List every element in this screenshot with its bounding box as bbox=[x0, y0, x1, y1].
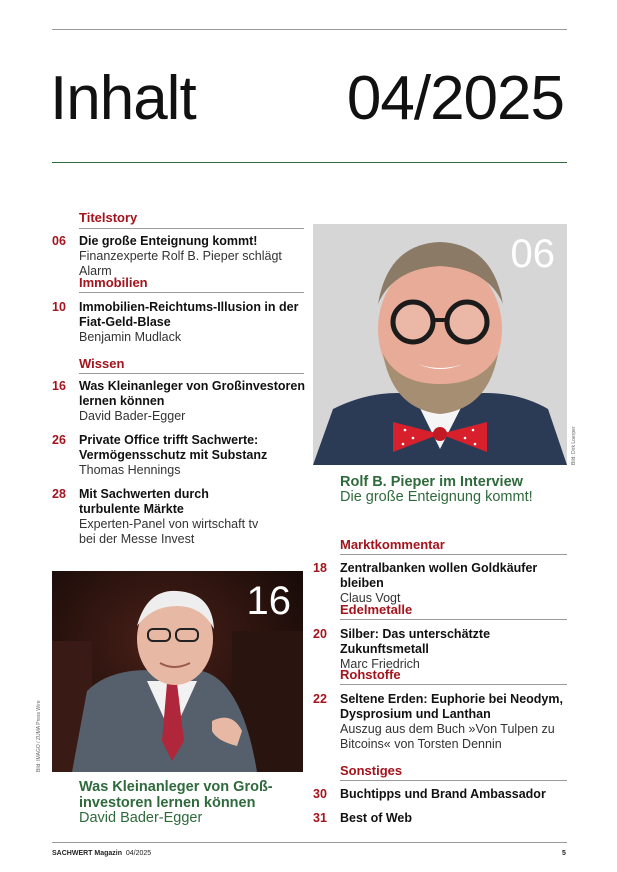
entry-title: Silber: Das unterschätzte Zukunftsmetall bbox=[340, 627, 491, 656]
footer-magazine bbox=[52, 850, 151, 857]
footer-magazine-name: SACHWERT Magazin bbox=[52, 850, 122, 857]
toc-entry[interactable] bbox=[52, 300, 307, 346]
entry-page-number: 20 bbox=[313, 627, 327, 641]
toc-entry[interactable] bbox=[52, 433, 307, 479]
entry-subtitle: Finanzexperte Rolf B. Pieper schlägt Alarm bbox=[79, 249, 282, 278]
photo-page-number: 16 bbox=[246, 579, 291, 623]
photo-credit: Bild: Dirk Loerper bbox=[571, 426, 577, 465]
entry-title-line2: lernen können bbox=[79, 394, 165, 408]
toc-entry[interactable] bbox=[52, 487, 307, 549]
toc-entry[interactable] bbox=[313, 561, 573, 605]
top-rule bbox=[52, 29, 567, 30]
entry-page-number: 30 bbox=[313, 787, 327, 801]
entry-page-number: 16 bbox=[52, 379, 66, 393]
toc-entry[interactable] bbox=[313, 627, 573, 671]
footer-issue: 04/2025 bbox=[125, 850, 152, 857]
entry-title-line2: Vermögensschutz mit Substanz bbox=[79, 448, 268, 462]
feature-caption-title: Rolf B. Pieper im Interview bbox=[340, 474, 523, 490]
section-rule bbox=[340, 554, 567, 555]
toc-entry[interactable] bbox=[313, 692, 573, 754]
section-heading-immobilien: Immobilien bbox=[79, 275, 148, 290]
entry-page-number: 18 bbox=[313, 561, 327, 575]
entry-subtitle-line1: Auszug aus dem Buch »Von Tulpen zu bbox=[340, 722, 555, 736]
entry-page-number: 06 bbox=[52, 234, 66, 248]
issue-number: 04/2025 bbox=[346, 64, 564, 133]
photo-page-number: 06 bbox=[510, 232, 555, 276]
section-rule bbox=[79, 373, 304, 374]
entry-page-number: 22 bbox=[313, 692, 327, 706]
entry-subtitle-line2: Bitcoins« von Torsten Dennin bbox=[340, 737, 502, 751]
feature-caption-author: David Bader-Egger bbox=[79, 810, 203, 826]
entry-title: Zentralbanken wollen Goldkäufer bleiben bbox=[340, 561, 538, 590]
section-rule bbox=[340, 780, 567, 781]
entry-title-line2: Dysprosium und Lanthan bbox=[340, 707, 491, 721]
entry-author: Thomas Hennings bbox=[79, 463, 181, 477]
footer-rule bbox=[52, 842, 567, 843]
feature-caption-title-line2: investoren lernen können bbox=[79, 795, 256, 811]
entry-title-line1: Immobilien-Reichtums-Illusion in der bbox=[79, 300, 299, 314]
feature-photo-pieper[interactable] bbox=[313, 224, 567, 465]
section-rule bbox=[79, 228, 304, 229]
header-rule bbox=[52, 162, 567, 163]
entry-title-line2: turbulente Märkte bbox=[79, 502, 184, 516]
entry-author: Marc Friedrich bbox=[340, 657, 420, 671]
feature-caption-title-line1: Was Kleinanleger von Groß- bbox=[79, 779, 273, 795]
section-heading-marktkommentar: Marktkommentar bbox=[340, 537, 445, 552]
entry-page-number: 31 bbox=[313, 811, 327, 825]
feature-photo-buffett[interactable] bbox=[52, 571, 303, 772]
entry-subtitle-line1: Experten-Panel von wirtschaft tv bbox=[79, 517, 259, 531]
entry-page-number: 28 bbox=[52, 487, 66, 501]
entry-title-line1: Seltene Erden: Euphorie bei Neodym, bbox=[340, 692, 563, 706]
toc-entry[interactable] bbox=[313, 811, 573, 827]
entry-page-number: 10 bbox=[52, 300, 66, 314]
feature-caption-subtitle: Die große Enteignung kommt! bbox=[340, 489, 533, 505]
entry-author: Benjamin Mudlack bbox=[79, 330, 182, 344]
section-rule bbox=[340, 619, 567, 620]
section-heading-edelmetalle: Edelmetalle bbox=[340, 602, 413, 617]
entry-title-line1: Mit Sachwerten durch bbox=[79, 487, 209, 501]
entry-title: Buchtipps und Brand Ambassador bbox=[340, 787, 546, 801]
entry-title-line1: Was Kleinanleger von Großinvestoren bbox=[79, 379, 305, 393]
photo-credit: Bild: IMAGO / ZUMA Press Wire bbox=[36, 700, 42, 772]
section-rule bbox=[340, 684, 567, 685]
entry-title: Best of Web bbox=[340, 811, 412, 825]
entry-subtitle-line2: bei der Messe Invest bbox=[79, 532, 195, 546]
entry-page-number: 26 bbox=[52, 433, 66, 447]
section-rule bbox=[79, 292, 304, 293]
section-heading-rohstoffe: Rohstoffe bbox=[340, 667, 401, 682]
section-heading-sonstiges: Sonstiges bbox=[340, 763, 403, 778]
entry-author: David Bader-Egger bbox=[79, 409, 186, 423]
page-title: Inhalt bbox=[50, 64, 196, 133]
section-heading-wissen: Wissen bbox=[79, 356, 125, 371]
entry-title: Die große Enteignung kommt! bbox=[79, 234, 258, 248]
entry-author: Claus Vogt bbox=[340, 591, 401, 605]
entry-title-line2: Fiat-Geld-Blase bbox=[79, 315, 171, 329]
toc-entry[interactable] bbox=[52, 379, 307, 425]
toc-entry[interactable] bbox=[52, 234, 307, 278]
toc-entry[interactable] bbox=[313, 787, 573, 803]
footer-page-number: 5 bbox=[562, 850, 566, 857]
section-heading-titelstory: Titelstory bbox=[79, 210, 138, 225]
entry-title-line1: Private Office trifft Sachwerte: bbox=[79, 433, 259, 447]
